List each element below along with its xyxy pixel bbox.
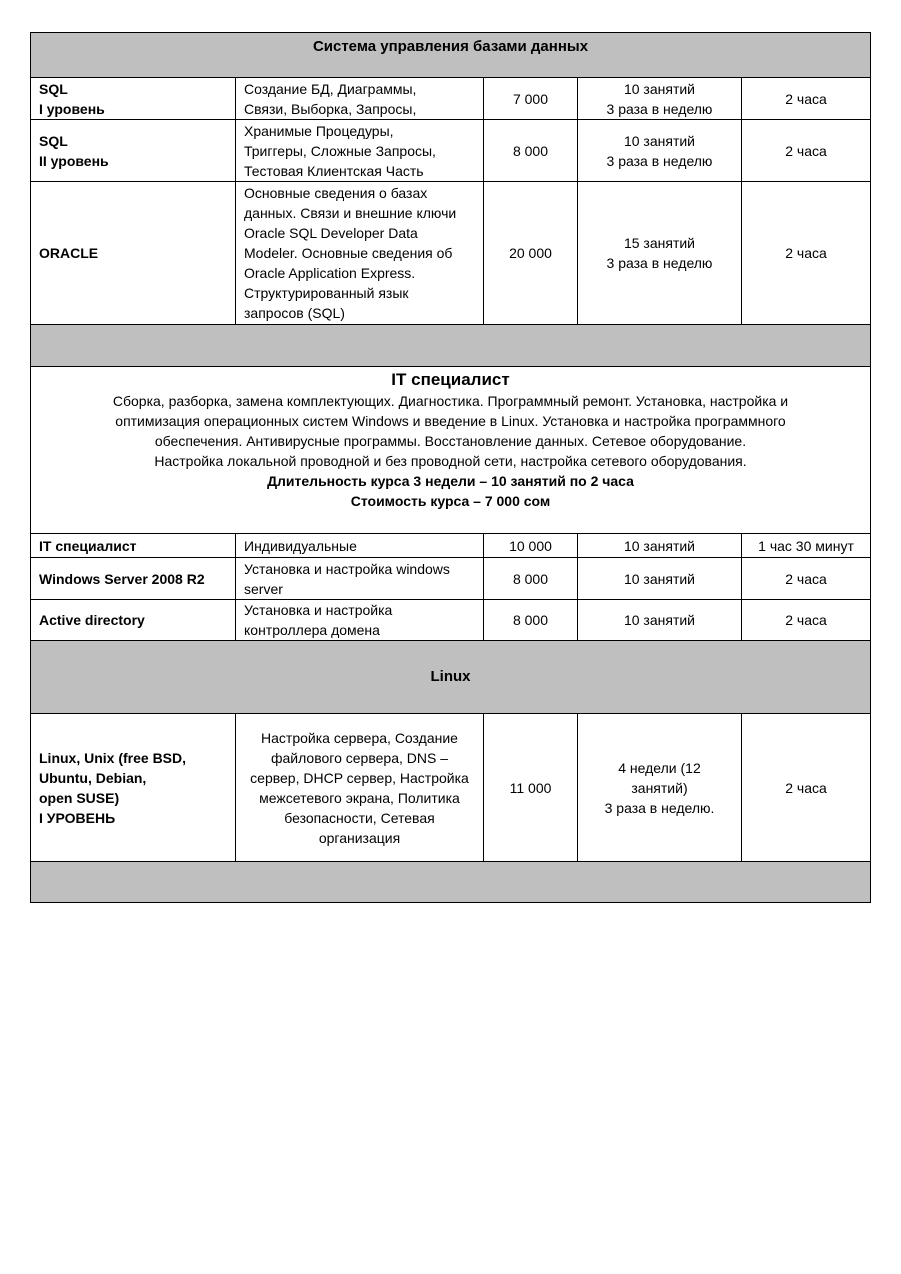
table-row bbox=[31, 120, 871, 182]
course-lessons: 10 занятий bbox=[578, 534, 742, 558]
table-row bbox=[31, 78, 871, 120]
course-duration: 2 часа bbox=[742, 558, 871, 600]
it-intro-block bbox=[31, 367, 871, 534]
divider-band bbox=[31, 325, 871, 367]
course-name: IT специалист bbox=[31, 534, 236, 558]
course-duration: 2 часа bbox=[742, 78, 871, 120]
it-duration-line: Длительность курса 3 недели – 10 занятий по 2 часа bbox=[267, 473, 634, 489]
it-section-title: IT специалист bbox=[391, 370, 510, 389]
table-row bbox=[31, 714, 871, 862]
table-row bbox=[31, 534, 871, 558]
it-description-line: оптимизация операционных систем Windows и введение в Linux. Установка и настройка программного bbox=[115, 413, 786, 429]
course-description: Основные сведения о базах данных. Связи и внешние ключи Oracle SQL Developer Data Modeler. Основные сведения об Oracle Application Express. Структурированный язык запросов (SQL) bbox=[236, 182, 484, 325]
course-description: Установка и настройка контроллера домена bbox=[236, 600, 484, 641]
section-header-linux bbox=[31, 641, 871, 714]
course-name: SQL II уровень bbox=[31, 120, 236, 182]
it-cost-line: Стоимость курса – 7 000 сом bbox=[350, 493, 551, 509]
it-description-line: Настройка локальной проводной и без проводной сети, настройка сетевого оборудования. bbox=[154, 453, 747, 469]
course-lessons: 10 занятий bbox=[578, 558, 742, 600]
course-description: Установка и настройка windows server bbox=[236, 558, 484, 600]
course-price: 10 000 bbox=[484, 534, 578, 558]
course-price: 20 000 bbox=[484, 182, 578, 325]
section-heading-linux: Linux bbox=[31, 641, 871, 714]
course-lessons: 4 недели (12 занятий) 3 раза в неделю. bbox=[578, 714, 742, 862]
divider-band bbox=[31, 862, 871, 903]
course-description: Хранимые Процедуры, Триггеры, Сложные Запросы, Тестовая Клиентская Часть bbox=[236, 120, 484, 182]
course-description: Настройка сервера, Создание файлового сервера, DNS – сервер, DHCP сервер, Настройка межсетевого экрана, Политика безопасности, Сетевая организация bbox=[236, 714, 484, 862]
it-description-line: обеспечения. Антивирусные программы. Восстановление данных. Сетевое оборудование. bbox=[154, 433, 747, 449]
it-intro-row bbox=[31, 367, 871, 534]
course-price: 7 000 bbox=[484, 78, 578, 120]
table-row bbox=[31, 600, 871, 641]
course-description: Создание БД, Диаграммы, Связи, Выборка, Запросы, bbox=[236, 78, 484, 120]
course-lessons: 10 занятий 3 раза в неделю bbox=[578, 120, 742, 182]
course-lessons: 10 занятий bbox=[578, 600, 742, 641]
course-name: Active directory bbox=[31, 600, 236, 641]
table-row bbox=[31, 182, 871, 325]
course-lessons: 15 занятий 3 раза в неделю bbox=[578, 182, 742, 325]
course-duration: 2 часа bbox=[742, 600, 871, 641]
it-description-line: Сборка, разборка, замена комплектующих. Диагностика. Программный ремонт. Установка, настройка и bbox=[112, 393, 789, 409]
course-name: Linux, Unix (free BSD, Ubuntu, Debian, open SUSE) I УРОВЕНЬ bbox=[31, 714, 236, 862]
course-price: 8 000 bbox=[484, 558, 578, 600]
course-name: ORACLE bbox=[31, 182, 236, 325]
course-description: Индивидуальные bbox=[236, 534, 484, 558]
table-row bbox=[31, 558, 871, 600]
course-duration: 2 часа bbox=[742, 182, 871, 325]
course-duration: 2 часа bbox=[742, 714, 871, 862]
course-name: Windows Server 2008 R2 bbox=[31, 558, 236, 600]
course-price: 8 000 bbox=[484, 120, 578, 182]
course-price: 11 000 bbox=[484, 714, 578, 862]
price-sheet bbox=[30, 32, 870, 903]
courses-table bbox=[30, 32, 871, 903]
section-header-dbms bbox=[31, 33, 871, 78]
course-lessons: 10 занятий 3 раза в неделю bbox=[578, 78, 742, 120]
section-heading-dbms: Система управления базами данных bbox=[31, 33, 871, 78]
course-price: 8 000 bbox=[484, 600, 578, 641]
course-name: SQL I уровень bbox=[31, 78, 236, 120]
course-duration: 2 часа bbox=[742, 120, 871, 182]
section-divider bbox=[31, 325, 871, 367]
section-divider bbox=[31, 862, 871, 903]
course-duration: 1 час 30 минут bbox=[742, 534, 871, 558]
